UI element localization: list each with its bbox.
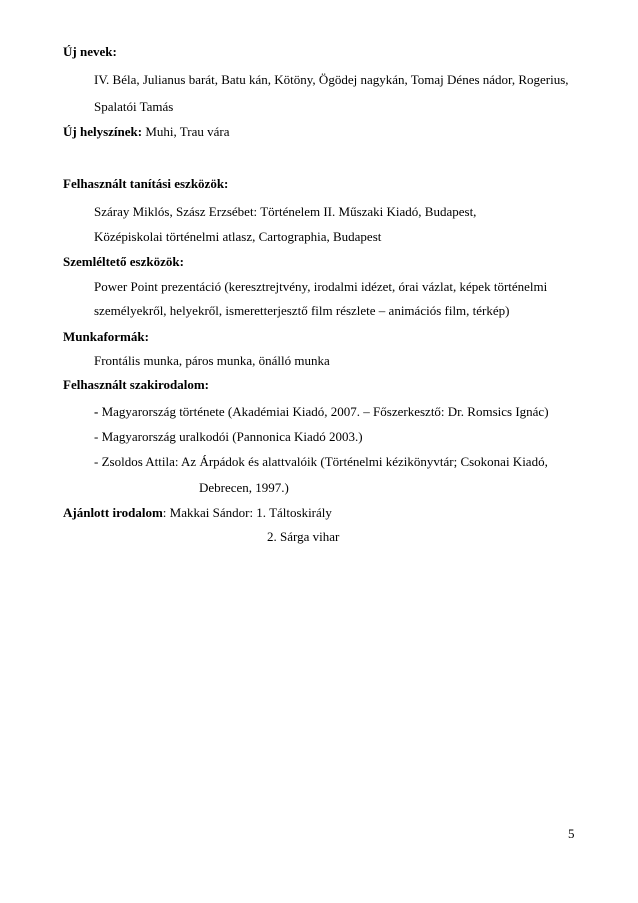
new-places-heading: Új helyszínek: [63,124,143,139]
work-forms-heading: Munkaformák: [63,329,149,344]
recommended-heading: Ajánlott irodalom [63,505,163,520]
literature-item-2: - Magyarország uralkodói (Pannonica Kiadó 2003.) [94,429,363,444]
literature-item-1-text: Magyarország története (Akadémiai Kiadó, 2007. – Főszerkesztő: Dr. Romsics Ignác) [98,404,549,419]
literature-heading: Felhasznált szakirodalom: [63,377,210,392]
visual-tools-line-2: személyekről, helyekről, ismeretterjesztő film részlete – animációs film, térkép) [94,303,510,318]
recommended-value-2: 2. Sárga vihar [267,529,340,544]
new-places-value: Muhi, Trau vára [142,124,230,139]
literature-item-3-line-1: - Zsoldos Attila: Az Árpádok és alattvalóik (Történelmi kézikönyvtár; Csokonai Kiadó, [94,454,548,469]
visual-tools-line-1: Power Point prezentáció (keresztrejtvény, irodalmi idézet, órai vázlat, képek történelmi [94,279,548,294]
teaching-tools-line-2: Középiskolai történelmi atlasz, Cartographia, Budapest [94,229,382,244]
new-names-line-1: IV. Béla, Julianus barát, Batu kán, Kötöny, Ögödej nagykán, Tomaj Dénes nádor, Rogerius, [94,72,569,87]
work-forms-value: Frontális munka, páros munka, önálló munka [94,353,330,368]
recommended-row [63,505,332,521]
literature-item-1-dash: - [94,404,99,419]
teaching-tools-line-1: Száray Miklós, Szász Erzsébet: Történelem II. Műszaki Kiadó, Budapest, [94,204,477,219]
new-places-row [63,124,229,140]
visual-tools-heading: Szemléltető eszközök: [63,254,184,269]
new-names-line-2: Spalatói Tamás [94,99,174,114]
literature-item-1 [94,404,549,420]
teaching-tools-heading: Felhasznált tanítási eszközök: [63,176,229,191]
new-names-heading: Új nevek: [63,44,117,59]
recommended-value-1: : Makkai Sándor: 1. Táltoskirály [162,505,332,520]
page-number: 5 [568,826,575,841]
literature-item-3-line-2: Debrecen, 1997.) [199,480,289,495]
